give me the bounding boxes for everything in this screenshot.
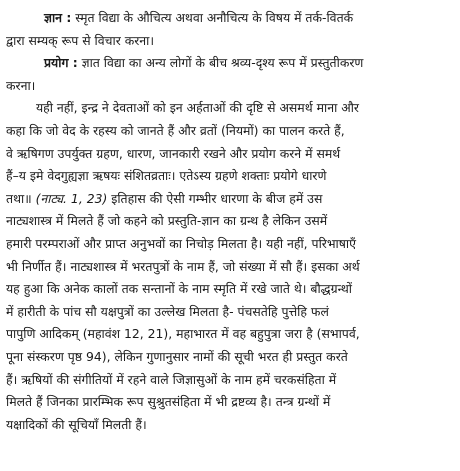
text-run: तथा॥	[6, 190, 36, 206]
text-line	[6, 301, 454, 324]
term-label: प्रयोग :	[44, 55, 78, 71]
text-line	[6, 346, 454, 369]
text-line	[6, 30, 454, 53]
text-run: नाट्यशास्त्र में मिलते हैं जो कहने को प्रस्तुति-ज्ञान का ग्रन्थ है लेकिन उसमें	[6, 213, 328, 229]
text-line	[6, 52, 454, 75]
citation: (नाट्य. 1, 23)	[35, 190, 108, 206]
text-line	[6, 143, 454, 166]
text-run: ज्ञात विद्या का अन्य लोगों के बीच श्रव्य-दृश्य रूप में प्रस्तुतीकरण	[77, 55, 364, 71]
document-body	[6, 7, 454, 436]
text-run: करना।	[6, 77, 36, 93]
text-run: हैं। ऋषियों की संगीतियों में रहने वाले जिज्ञासुओं के नाम हमें चरकसंहिता में	[6, 371, 337, 387]
text-run: पूना संस्करण पृष्ठ 94), लेकिन गुणानुसार नामों की सूची भरत ही प्रस्तुत करते	[6, 348, 348, 364]
text-line	[6, 97, 454, 120]
text-run: स्मृत विद्या के औचित्य अथवा अनौचित्य के विषय में तर्क-वितर्क	[71, 10, 354, 25]
text-run: कहा कि जो वेद के रहस्य को जानते हैं और व्रतों (नियमों) का पालन करते हैं,	[6, 122, 345, 138]
text-run: पापुणि आदिकम् (महावंश 12, 21), महाभारत में वह बहुपुत्रा जरा है (सभापर्व,	[6, 326, 360, 342]
text-line	[6, 7, 454, 30]
text-run: हैं–य इमे वेदगुह्यज्ञा ऋषयः संशितव्रताः। एतेऽस्य ग्रहणे शक्ताः प्रयोगे धारणे	[6, 168, 327, 184]
text-line	[6, 165, 454, 188]
text-line	[6, 210, 454, 233]
term-label: ज्ञान :	[44, 10, 72, 25]
text-run: में हारीती के पांच सौ यक्षपुत्रों का उल्लेख मिलता है- पंचसतेहि पुत्तेहि फलं	[6, 303, 329, 319]
text-run: हमारी परम्पराओं और प्राप्त अनुभवों का निचोड़ मिलता है। यही नहीं, परिभाषाएँ	[6, 235, 356, 251]
text-run: यक्षादिकों की सूचियाँ मिलती हैं।	[6, 416, 147, 432]
text-line	[6, 391, 454, 414]
text-line	[6, 75, 454, 98]
text-line	[6, 233, 454, 256]
text-run: यह हुआ कि अनेक कालों तक सन्तानों के नाम स्मृति में रखे जाते थे। बौद्धग्रन्थों	[6, 281, 353, 297]
text-line	[6, 414, 454, 437]
text-run: वे ऋषिगण उपर्युक्त ग्रहण, धारण, जानकारी रखने और प्रयोग करने में समर्थ	[6, 145, 341, 161]
text-run: द्वारा सम्यक् रूप से विचार करना।	[6, 32, 155, 48]
text-run: भी निर्णीत हैं। नाट्यशास्त्र में भरतपुत्रों के नाम हैं, जो संख्या में सौ हैं। इसका अर्थ	[6, 258, 360, 274]
text-line	[6, 369, 454, 392]
text-run: यही नहीं, इन्द्र ने देवताओं को इन अर्हताओं की दृष्टि से असमर्थ माना और	[36, 100, 359, 116]
text-run: इतिहास की ऐसी गम्भीर धारणा के बीज हमें उस	[107, 190, 323, 206]
text-line	[6, 120, 454, 143]
text-line	[6, 256, 454, 279]
text-run: मिलते हैं जिनका प्रारम्भिक रूप सुश्रुतसंहिता में भी द्रष्टव्य है। तन्त्र ग्रन्थों में	[6, 394, 331, 410]
text-line	[6, 188, 454, 211]
text-line	[6, 278, 454, 301]
text-line	[6, 323, 454, 346]
